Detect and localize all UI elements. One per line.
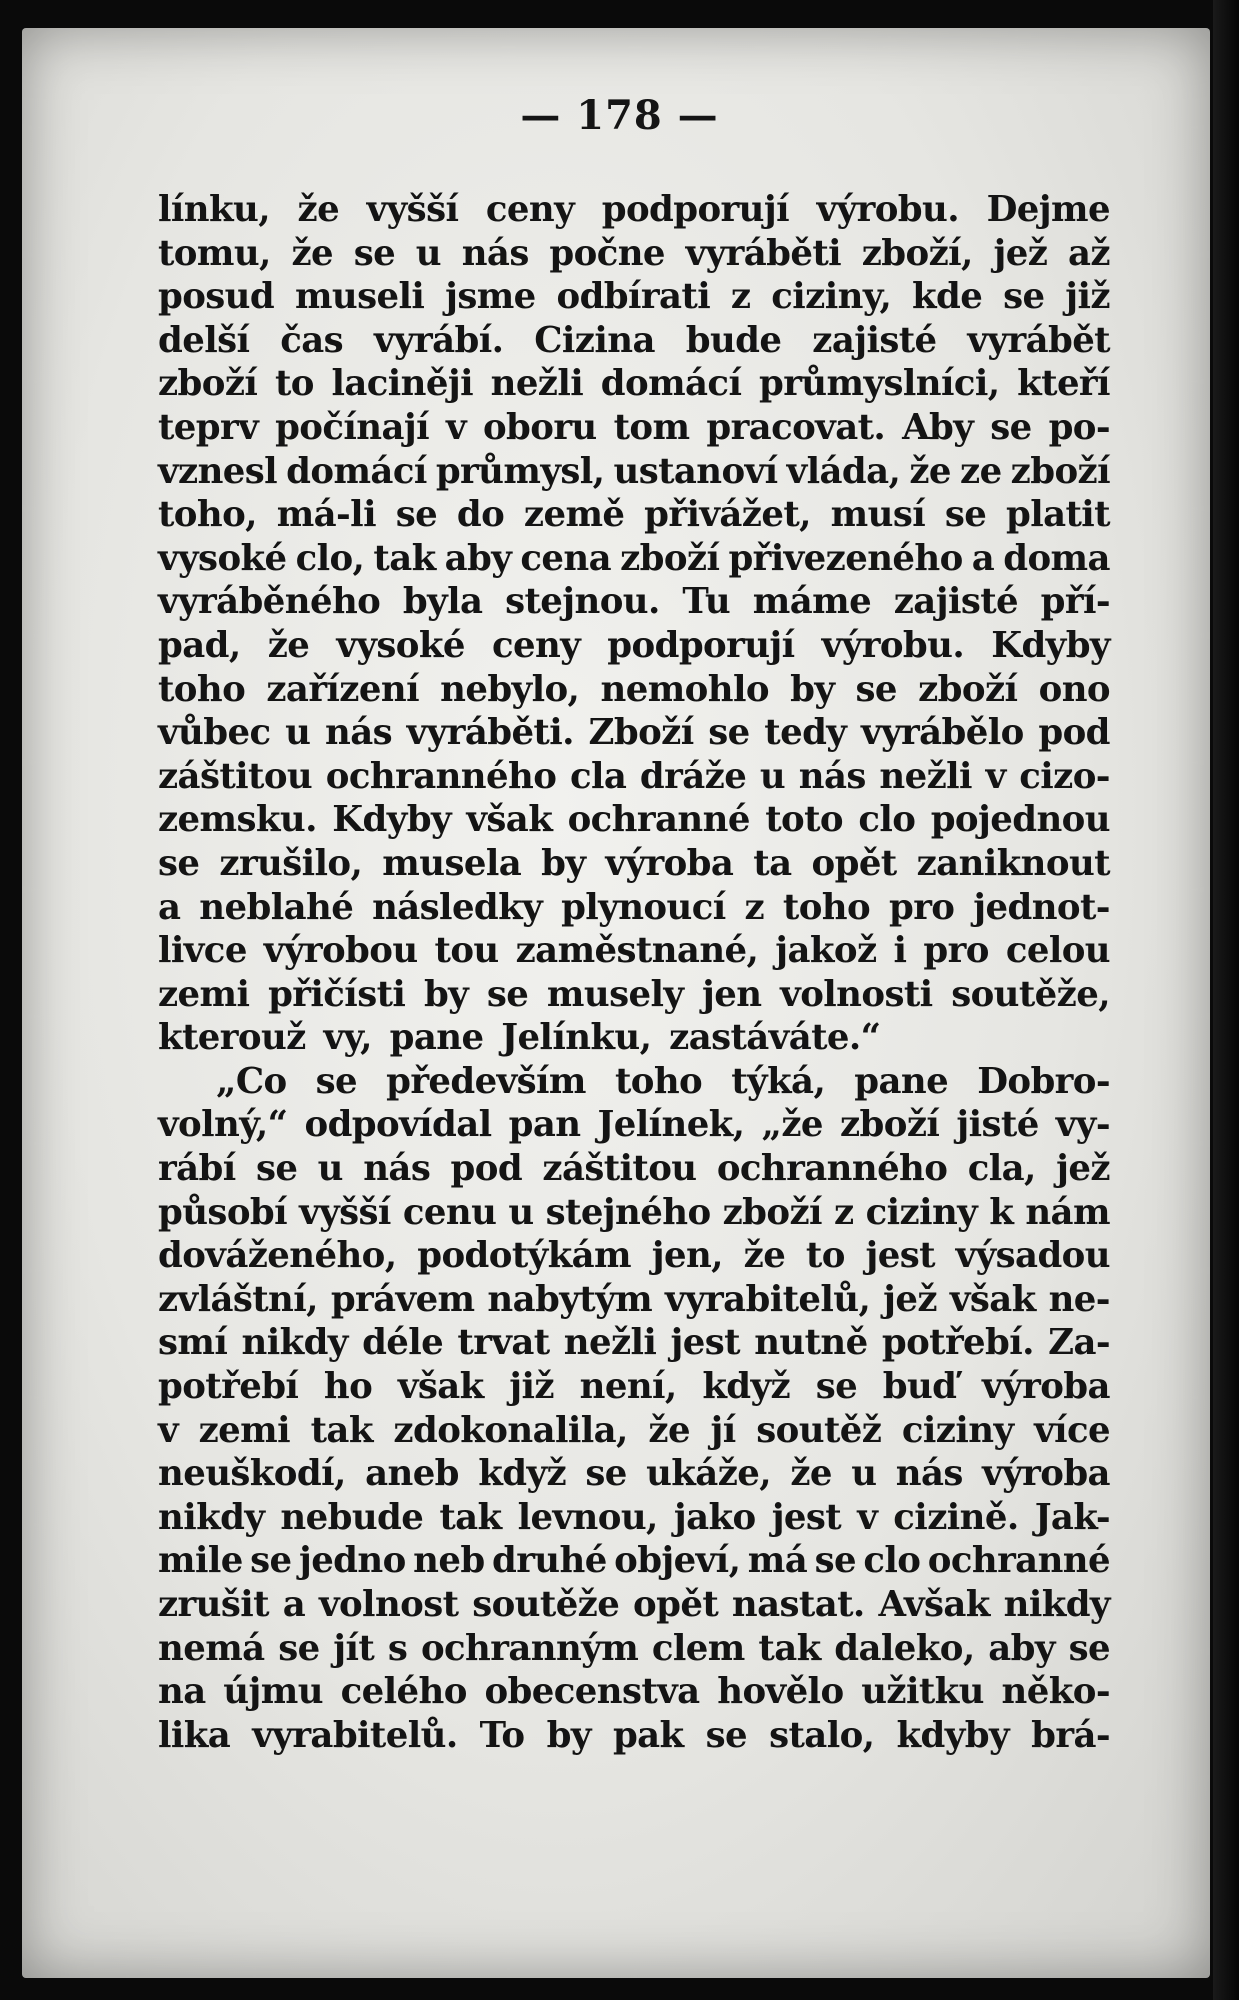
text-line: volný,“ odpovídal pan Jelínek, „že zboží jisté vy-	[158, 1104, 1110, 1146]
text-line: dováženého, podotýkám jen, že to jest výsadou	[158, 1235, 1110, 1277]
text-line: lika vyrabitelů. To by pak se stalo, kdyby brá-	[158, 1714, 1110, 1756]
text-line: vyráběného byla stejnou. Tu máme zajisté pří-	[158, 581, 1110, 623]
page-edge-shadow	[1213, 0, 1239, 2000]
text-line: posud museli jsme odbírati z ciziny, kde se již	[158, 276, 1110, 318]
text-line: zvláštní, právem nabytým vyrabitelů, jež však ne-	[158, 1278, 1110, 1320]
page-number: — 178 —	[520, 92, 719, 139]
text-line: zemsku. Kdyby však ochranné toto clo pojednou	[158, 799, 1110, 841]
text-line: nikdy nebude tak levnou, jako jest v cizině. Jak-	[158, 1496, 1110, 1538]
text-line: působí vyšší cenu u stejného zboží z ciziny k nám	[158, 1191, 1110, 1233]
text-line: mile se jedno neb druhé objeví, má se clo ochranné	[158, 1540, 1110, 1582]
text-line: smí nikdy déle trvat nežli jest nutně potřebí. Za-	[158, 1322, 1110, 1364]
text-line: na újmu celého obecenstva hovělo užitku něko-	[158, 1671, 1110, 1713]
text-line: pad, že vysoké ceny podporují výrobu. Kdyby	[158, 624, 1110, 666]
text-line: delší čas vyrábí. Cizina bude zajisté vyrábět	[158, 319, 1110, 361]
text-line: livce výrobou tou zaměstnané, jakož i pro celou	[158, 930, 1110, 972]
text-line: a neblahé následky plynoucí z toho pro jednot-	[158, 886, 1110, 928]
text-line: toho zařízení nebylo, nemohlo by se zboží ono	[158, 668, 1110, 710]
text-line: kterouž vy, pane Jelínku, zastáváte.“	[158, 1017, 881, 1059]
text-line: rábí se u nás pod záštitou ochranného cla, jež	[158, 1148, 1110, 1190]
text-line: línku, že vyšší ceny podporují výrobu. Dejme	[158, 189, 1110, 230]
text-line: neuškodí, aneb když se ukáže, že u nás výroba	[158, 1453, 1110, 1495]
text-line: nemá se jít s ochranným clem tak daleko, aby se	[158, 1627, 1110, 1669]
text-line: záštitou ochranného cla dráže u nás nežli v cizo-	[158, 755, 1110, 797]
text-line: tomu, že se u nás počne vyráběti zboží, jež až	[158, 232, 1110, 274]
text-line: zboží to laciněji nežli domácí průmyslníci, kteří	[158, 363, 1110, 405]
text-line: vznesl domácí průmysl, ustanoví vláda, že ze zboží	[158, 450, 1110, 492]
text-line: „Co se především toho týká, pane Dobro-	[216, 1060, 1110, 1102]
text-line: vůbec u nás vyráběti. Zboží se tedy vyrábělo pod	[158, 712, 1110, 754]
text-line: zemi přičísti by se musely jen volnosti soutěže,	[158, 973, 1110, 1015]
text-line: zrušit a volnost soutěže opět nastat. Avšak nikdy	[158, 1584, 1110, 1625]
body-text	[158, 188, 1110, 1757]
text-line: se zrušilo, musela by výroba ta opět zaniknout	[158, 842, 1110, 884]
text-line: vysoké clo, tak aby cena zboží přivezeného a doma	[158, 537, 1110, 579]
text-line: teprv počínají v oboru tom pracovat. Aby se po-	[158, 406, 1110, 448]
text-line: potřebí ho však již není, když se buď výroba	[158, 1366, 1110, 1408]
text-line: toho, má-li se do země přivážet, musí se platit	[158, 494, 1110, 536]
text-line: v zemi tak zdokonalila, že jí soutěž ciziny více	[158, 1409, 1110, 1451]
